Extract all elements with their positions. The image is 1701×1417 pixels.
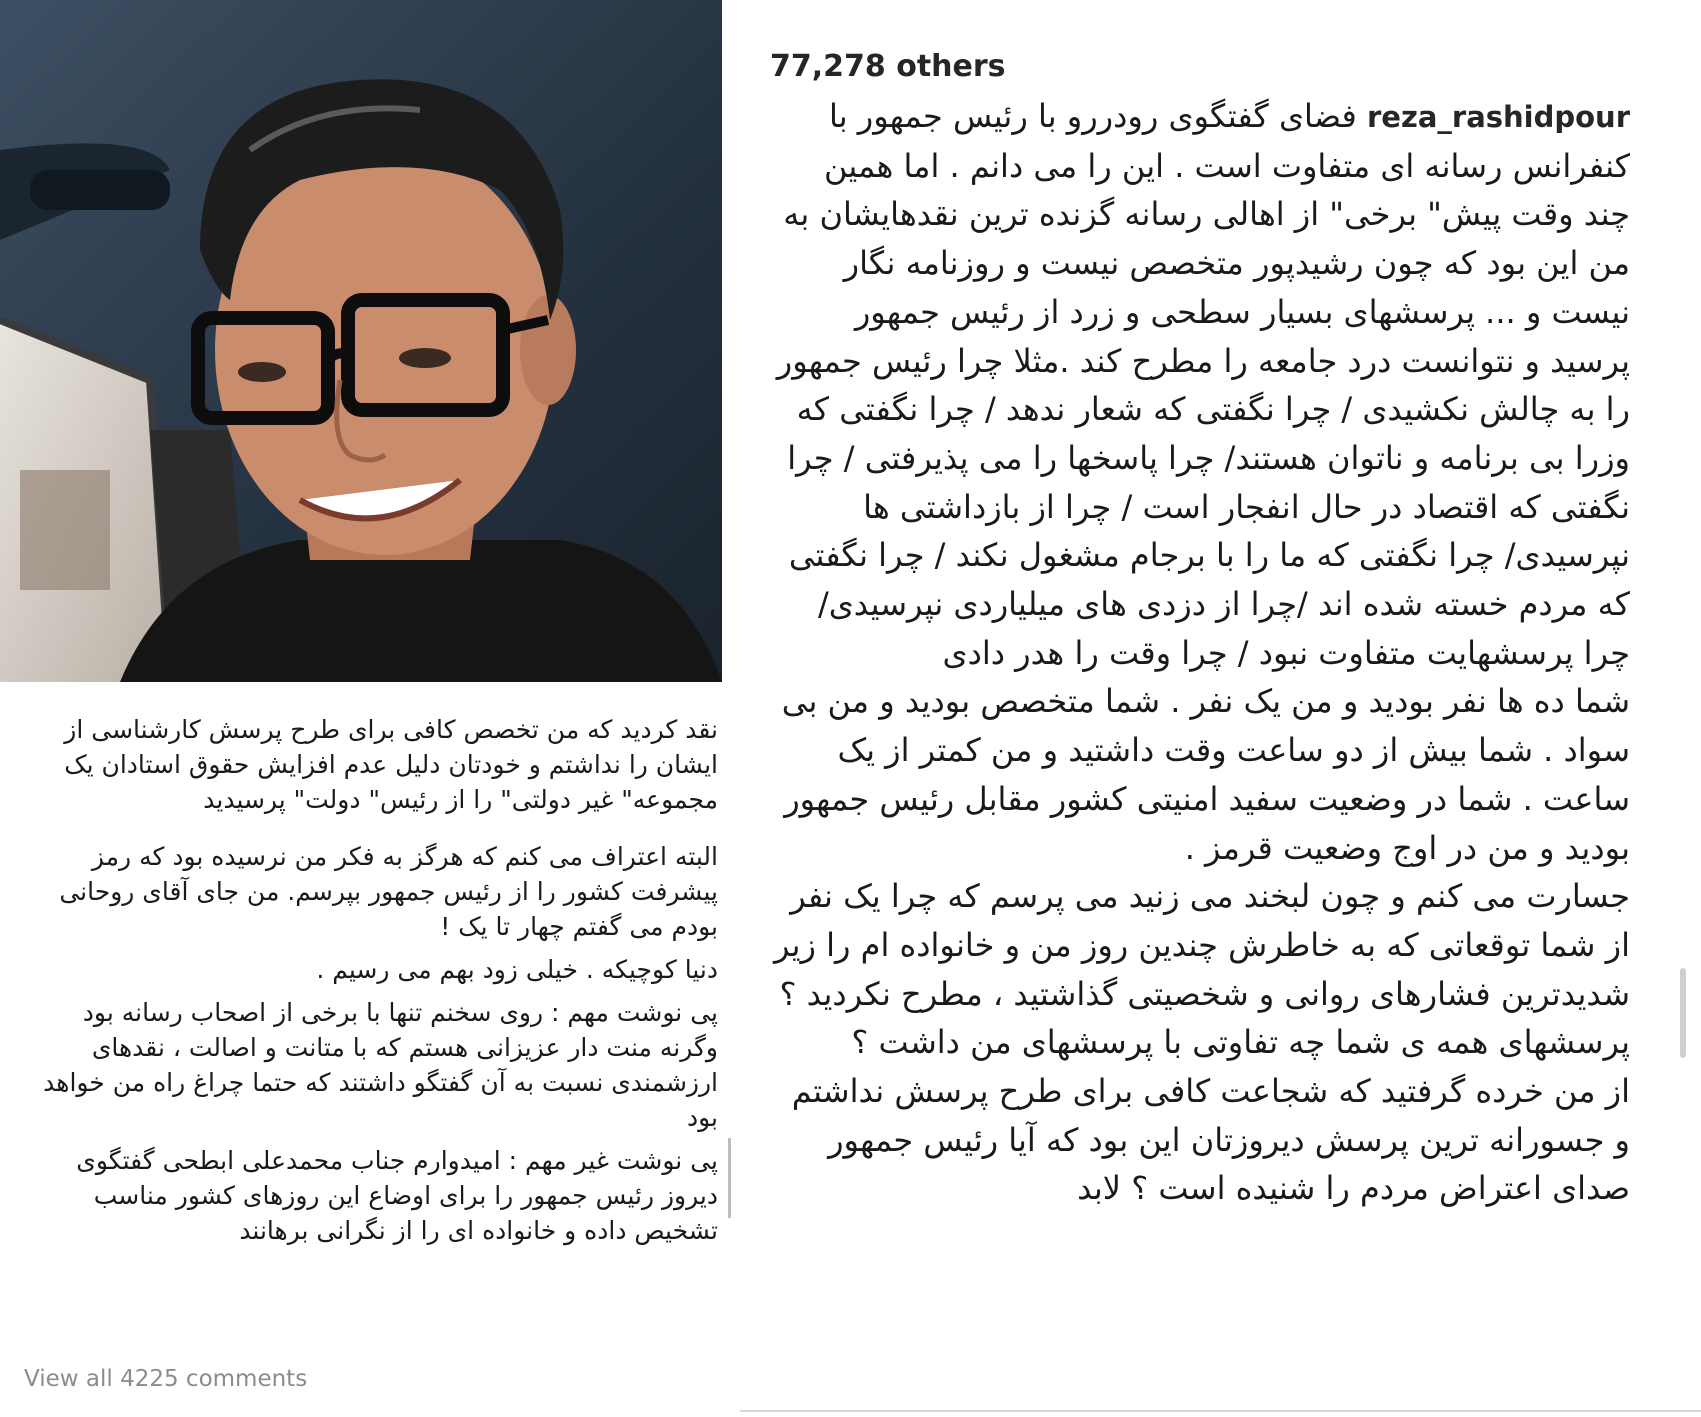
scrollbar[interactable] <box>728 1138 731 1218</box>
likes-count[interactable]: 77,278 others <box>770 49 1006 84</box>
username-link[interactable]: reza_rashidpour <box>1366 100 1630 134</box>
caption-paragraph: پی نوشت غیر مهم : امیدوارم جناب محمدعلی ابطحی گفتگوی دیروز رئیس جمهور را برای اوضاع این روزهای کشور مناسب تشخیص داده و خانواده ای را از نگرانی برهانند <box>76 1146 718 1245</box>
caption-text <box>770 92 1662 1213</box>
profile-photo <box>0 0 722 682</box>
post-caption-panel <box>770 42 1670 1417</box>
caption-paragraph <box>770 92 1630 677</box>
caption-paragraph: جسارت می کنم و چون لبخند می زنید می پرسم که چرا یک نفر از شما توقعاتی که به خاطرش چندین روز من و خانواده ام را زیر شدیدترین فشارهای روانی و شخصیتی گذاشتید ، مطرح نکردید ؟ پرسشهای همه ی شما چه تفاوتی با پرسشهای من داشت ؟ <box>773 877 1630 1062</box>
scrollbar[interactable] <box>1680 968 1686 1058</box>
view-all-comments-link[interactable]: View all 4225 comments <box>24 1366 308 1392</box>
caption-paragraph: نقد کردید که من تخصص کافی برای طرح پرسش کارشناسی از ایشان را نداشتم و خودتان دلیل عدم افزایش حقوق استادان یک مجموعه" غیر دولتی" را از رئیس" دولت" پرسیدید <box>64 715 718 814</box>
caption-continuation <box>28 712 718 1362</box>
caption-paragraph: دنیا کوچیکه . خیلی زود بهم می رسیم . <box>316 955 718 984</box>
caption-paragraph: از من خرده گرفتید که شجاعت کافی برای طرح پرسش نداشتم و جسورانه ترین پرسش دیروزتان این بود که آیا رئیس جمهور صدای اعتراض مردم را شنیده است ؟ لابد <box>791 1072 1630 1208</box>
caption-paragraph: پی نوشت مهم : روی سخنم تنها با برخی از اصحاب رسانه بود وگرنه منت دار عزیزانی هستم که با متانت و اصالت ، نقدهای ارزشمندی نسبت به آن گفتگو داشتند که حتما چراغ راه من خواهد بود <box>43 998 718 1132</box>
caption-body: فضای گفتگوی رودررو با رئیس جمهور با کنفرانس رسانه ای متفاوت است . این را می دانم . اما همین چند وقت پیش" برخی" از اهالی رسانه گزنده ترین نقدهایشان به من این بود که چون رشیدپور متخصص نیست و روزنامه نگار نیست و ... پرسشهای بسیار سطحی و زرد از رئیس جمهور پرسید و نتوانست درد جامعه را مطرح کند .مثلا چرا رئیس جمهور را به چالش نکشیدی / چرا نگفتی که شعار ندهد / چرا نگفتی که وزرا بی برنامه و ناتوان هستند/ چرا پاسخها را می پذیرفتی / چرا نگفتی که اقتصاد در حال انفجار است / چرا از بازداشتی ها نپرسیدی/ چرا نگفتی که ما را با برجام مشغول نکند / چرا نگفتی که مردم خسته شده اند /چرا از دزدی های میلیاردی نپرسیدی/ چرا پرسشهایت متفاوت نبود / چرا وقت را هدر دادی <box>776 97 1630 672</box>
divider <box>740 1410 1701 1412</box>
caption-paragraph: البته اعتراف می کنم که هرگز به فکر من نرسیده بود که رمز پیشرفت کشور را از رئیس جمهور بپرسم. من جای آقای روحانی بودم می گفتم چهار تا یک ! <box>59 842 718 941</box>
caption-paragraph: شما ده ها نفر بودید و من یک نفر . شما متخصص بودید و من بی سواد . شما بیش از دو ساعت وقت داشتید و من کمتر از یک ساعت . شما در وضعیت سفید امنیتی کشور مقابل رئیس جمهور بودید و من در اوج وضعیت قرمز . <box>781 682 1630 867</box>
